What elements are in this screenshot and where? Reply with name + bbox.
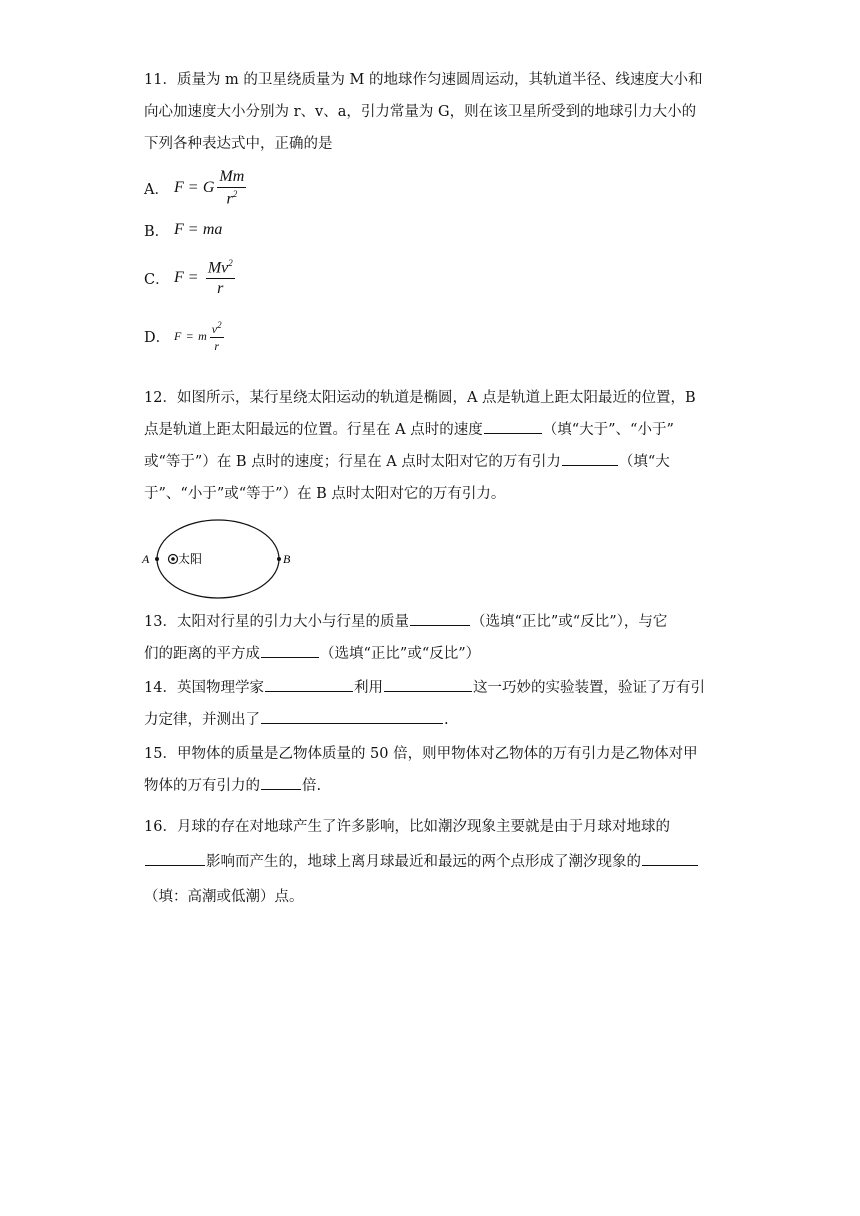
question-11-text: [144, 64, 716, 160]
answer-blank[interactable]: [384, 673, 472, 692]
q11-line-1: 11．质量为 m 的卫星绕质量为 M 的地球作匀速圆周运动，其轨道半径、线速度大小和: [144, 72, 703, 88]
answer-blank[interactable]: [484, 415, 542, 434]
orbit-diagram: [140, 516, 300, 606]
question-15-text: [144, 738, 716, 802]
option-b-label: B．: [144, 223, 170, 240]
q13-text-3: 们的距离的平方成: [144, 646, 260, 662]
q14-text-5: .: [444, 712, 449, 728]
answer-blank[interactable]: [261, 705, 443, 724]
formula-d: F = m $\frac{v^2}{r}$: [174, 319, 222, 353]
q13-text-1: 13．太阳对行星的引力大小与行星的质量: [144, 614, 409, 630]
q15-text-3: 倍.: [302, 778, 322, 794]
answer-blank[interactable]: [261, 771, 301, 790]
q12-line-4: 于”、“小于”或“等于”）在 B 点时太阳对它的万有引力。: [144, 486, 506, 502]
question-16-text: [144, 810, 716, 915]
q13-line-2: [144, 638, 716, 670]
q11-option-a: [144, 168, 246, 208]
q15-text-2: 物体的万有引力的: [144, 778, 260, 794]
q14-text-1: 14．英国物理学家: [144, 680, 264, 696]
question-14-text: [144, 672, 716, 736]
formula-b: F = ma: [174, 221, 223, 238]
formula-c: F = $\frac{Mv^2}{r}$: [174, 257, 233, 298]
q16-line-1: 16．月球的存在对地球产生了许多影响，比如潮汐现象主要就是由于月球对地球的: [144, 819, 670, 835]
q14-text-4: 力定律，并测出了: [144, 712, 260, 728]
q14-line-1: [144, 672, 716, 704]
answer-blank[interactable]: [410, 607, 470, 626]
q15-line-2: [144, 770, 716, 802]
q16-line-2: [144, 845, 716, 880]
q12-text-3: （填“大于”、“小于”: [542, 422, 674, 438]
q11-line-3: 下列各种表达式中，正确的是: [144, 136, 333, 152]
q11-option-c: [144, 258, 235, 298]
question-12-text: [144, 382, 716, 510]
sun-label: 太阳: [178, 552, 203, 566]
option-a-label: A．: [144, 181, 169, 198]
q14-text-3: 这一巧妙的实验装置，验证了万有引: [472, 680, 705, 696]
q14-line-2: [144, 704, 716, 736]
option-d-label: D．: [144, 329, 171, 346]
question-13-text: [144, 606, 716, 670]
answer-blank[interactable]: [265, 673, 353, 692]
q15-line-1: 15．甲物体的质量是乙物体质量的 50 倍，则甲物体对乙物体的万有引力是乙物体对甲: [144, 746, 698, 762]
answer-blank[interactable]: [562, 447, 618, 466]
q12-text-2: 点是轨道上距太阳最远的位置。行星在 A 点时的速度: [144, 422, 483, 438]
answer-blank[interactable]: [261, 639, 319, 658]
q12-text-4: 或“等于”）在 B 点时的速度；行星在 A 点时太阳对它的万有引力: [144, 454, 561, 470]
formula-a: F = G $\frac{Mm}{r^2}$: [174, 167, 245, 208]
q16-line-3: （填：高潮或低潮）点。: [144, 889, 304, 905]
q13-line-1: [144, 606, 716, 638]
q12-line-1: 12．如图所示，某行星绕太阳运动的轨道是椭圆，A 点是轨道上距太阳最近的位置，B: [144, 390, 696, 406]
sun-center: [171, 557, 175, 561]
orbit-ellipse: [157, 520, 279, 598]
q12-line-3: [144, 446, 716, 478]
q16-text-2: 影响而产生的，地球上离月球最近和最远的两个点形成了潮汐现象的: [206, 854, 641, 870]
label-b: B: [283, 552, 291, 566]
q12-line-2: [144, 414, 716, 446]
q14-text-2: 利用: [353, 680, 383, 696]
answer-blank[interactable]: [145, 847, 205, 866]
q13-text-2: （选填“正比”或“反比”），与它: [470, 614, 668, 630]
q11-option-b: [144, 210, 222, 250]
option-c-label: C．: [144, 271, 170, 288]
q11-option-d: [144, 316, 224, 356]
answer-blank[interactable]: [642, 847, 698, 866]
label-a: A: [142, 552, 150, 566]
point-b-dot: [277, 557, 281, 561]
q13-text-4: （选填“正比”或“反比”）: [320, 646, 481, 662]
q11-line-2: 向心加速度大小分别为 r、v、a，引力常量为 G，则在该卫星所受到的地球引力大小的: [144, 104, 697, 120]
q12-text-5: （填“大: [618, 454, 670, 470]
point-a-dot: [155, 557, 159, 561]
